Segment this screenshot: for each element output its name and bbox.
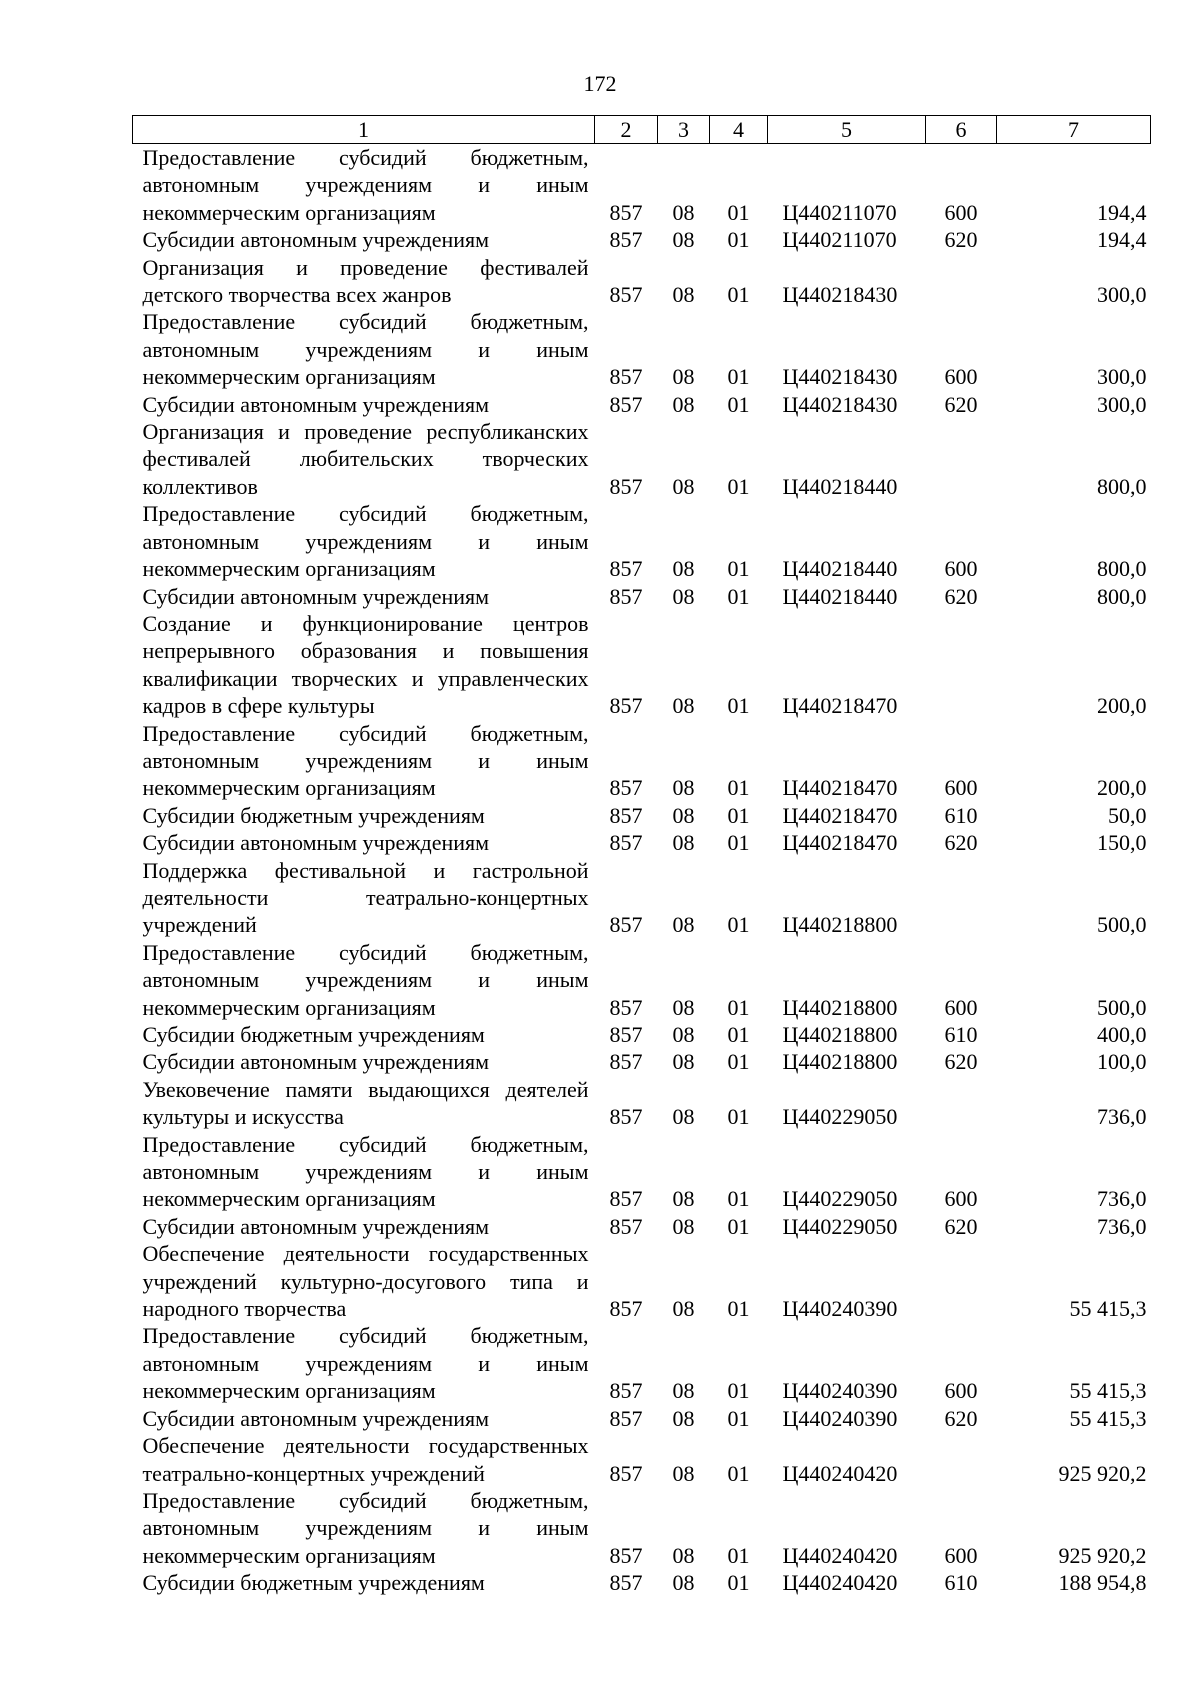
- header-cell-7: 7: [997, 116, 1151, 144]
- row-target-article: Ц440240390: [782, 1405, 898, 1431]
- row-ministry-code: 857: [609, 473, 643, 499]
- row-subsection-code: 01: [727, 802, 750, 828]
- header-cell-4: 4: [710, 116, 768, 144]
- row-target-article: Ц440218440: [782, 473, 898, 499]
- row-section-code: 08: [672, 473, 695, 499]
- row-section-code: 08: [672, 830, 695, 856]
- row-expense-type: 610: [944, 802, 978, 828]
- table-row: [133, 418, 1151, 500]
- row-amount: 188 954,8: [1058, 1570, 1147, 1596]
- row-section-code: 08: [672, 364, 695, 390]
- header-cell-2: 2: [595, 116, 658, 144]
- row-ministry-code: 857: [609, 1049, 643, 1075]
- row-name: Организация и проведение фестивалей детского творчества всех жанров: [142, 254, 589, 308]
- row-name: Предоставление субсидий бюджетным, автономным учреждениям и иным некоммерческим организациям: [142, 501, 589, 582]
- row-expense-type: [926, 610, 997, 720]
- row-target-article: Ц440218440: [782, 583, 898, 609]
- table-row: [133, 1048, 1151, 1075]
- row-name: Субсидии бюджетным учреждениям: [142, 1022, 485, 1047]
- row-name: Субсидии автономным учреждениям: [142, 583, 490, 609]
- row-section-code: 08: [672, 1460, 695, 1486]
- row-subsection-code: 01: [727, 583, 750, 609]
- table-row: [133, 1405, 1151, 1432]
- row-name: Организация и проведение республиканских фестивалей любительских творческих коллективов: [142, 419, 589, 499]
- row-subsection-code: 01: [727, 1542, 750, 1568]
- row-target-article: Ц440240420: [782, 1460, 898, 1486]
- row-subsection-code: 01: [727, 1104, 750, 1130]
- row-ministry-code: 857: [609, 1542, 643, 1568]
- row-amount: 800,0: [1097, 473, 1147, 499]
- row-target-article: Ц440211070: [782, 227, 897, 253]
- row-target-article: Ц440240390: [782, 1378, 898, 1404]
- table-row: [133, 1240, 1151, 1322]
- row-target-article: Ц440218800: [782, 1022, 898, 1047]
- row-section-code: 08: [672, 556, 695, 582]
- row-ministry-code: 857: [609, 1460, 643, 1486]
- row-target-article: Ц440218800: [782, 994, 898, 1020]
- row-target-article: Ц440218470: [782, 802, 898, 828]
- header-cell-6: 6: [926, 116, 997, 144]
- row-amount: 800,0: [1097, 583, 1147, 609]
- row-subsection-code: 01: [727, 473, 750, 499]
- row-subsection-code: 01: [727, 556, 750, 582]
- table-row: [133, 1076, 1151, 1131]
- row-expense-type: [926, 418, 997, 500]
- row-section-code: 08: [672, 583, 695, 609]
- table-row: [133, 720, 1151, 802]
- row-section-code: 08: [672, 1296, 695, 1322]
- row-section-code: 08: [672, 1378, 695, 1404]
- table-row: [133, 391, 1151, 418]
- row-ministry-code: 857: [609, 802, 643, 828]
- row-section-code: 08: [672, 1405, 695, 1431]
- row-subsection-code: 01: [727, 1213, 750, 1239]
- row-subsection-code: 01: [727, 693, 750, 719]
- row-name: Предоставление субсидий бюджетным, автономным учреждениям и иным некоммерческим организациям: [142, 1323, 589, 1404]
- row-amount: 736,0: [1097, 1186, 1147, 1212]
- table-row: [133, 939, 1151, 1021]
- row-name: Предоставление субсидий бюджетным, автономным учреждениям и иным некоммерческим организациям: [142, 939, 589, 1020]
- row-amount: 400,0: [1097, 1022, 1147, 1047]
- row-section-code: 08: [672, 994, 695, 1020]
- row-amount: 100,0: [1097, 1049, 1147, 1075]
- row-section-code: 08: [672, 1049, 695, 1075]
- row-amount: 925 920,2: [1058, 1460, 1147, 1486]
- header-cell-5: 5: [768, 116, 926, 144]
- row-expense-type: 600: [944, 1186, 978, 1212]
- row-expense-type: 610: [944, 1022, 978, 1047]
- header-cell-1: 1: [133, 116, 595, 144]
- row-amount: 300,0: [1097, 391, 1147, 417]
- row-amount: 300,0: [1097, 282, 1147, 308]
- row-ministry-code: 857: [609, 1186, 643, 1212]
- header-row: [133, 116, 1151, 144]
- row-name: Создание и функционирование центров непрерывного образования и повышения квалификации творческих и управленческих кадров в сфере культуры: [142, 610, 589, 719]
- row-subsection-code: 01: [727, 1296, 750, 1322]
- row-expense-type: 600: [944, 775, 978, 801]
- row-subsection-code: 01: [727, 912, 750, 938]
- row-subsection-code: 01: [727, 1570, 750, 1596]
- table-row: [133, 583, 1151, 610]
- row-subsection-code: 01: [727, 775, 750, 801]
- row-ministry-code: 857: [609, 364, 643, 390]
- header-cell-3: 3: [658, 116, 710, 144]
- row-target-article: Ц440218470: [782, 775, 898, 801]
- table-row: [133, 610, 1151, 720]
- row-target-article: Ц440229050: [782, 1213, 898, 1239]
- row-section-code: 08: [672, 199, 695, 225]
- table-header: [133, 116, 1151, 144]
- row-target-article: Ц440240420: [782, 1570, 898, 1596]
- table-row: [133, 1131, 1151, 1213]
- row-name: Обеспечение деятельности государственных учреждений культурно-досугового типа и народного творчества: [142, 1241, 589, 1322]
- row-target-article: Ц440240390: [782, 1296, 898, 1322]
- row-ministry-code: 857: [609, 693, 643, 719]
- row-name: Предоставление субсидий бюджетным, автономным учреждениям и иным некоммерческим организациям: [142, 145, 589, 225]
- row-expense-type: 620: [944, 1405, 978, 1431]
- row-target-article: Ц440218430: [782, 282, 898, 308]
- row-section-code: 08: [672, 391, 695, 417]
- row-ministry-code: 857: [609, 1213, 643, 1239]
- row-target-article: Ц440218800: [782, 912, 898, 938]
- row-amount: 300,0: [1097, 364, 1147, 390]
- row-name: Предоставление субсидий бюджетным, автономным учреждениям и иным некоммерческим организациям: [142, 1487, 589, 1568]
- row-section-code: 08: [672, 775, 695, 801]
- table-row: [133, 802, 1151, 829]
- row-ministry-code: 857: [609, 1378, 643, 1404]
- row-subsection-code: 01: [727, 227, 750, 253]
- row-amount: 150,0: [1097, 830, 1147, 856]
- row-ministry-code: 857: [609, 1296, 643, 1322]
- row-ministry-code: 857: [609, 391, 643, 417]
- table-row: [133, 226, 1151, 253]
- row-subsection-code: 01: [727, 1378, 750, 1404]
- row-name: Предоставление субсидий бюджетным, автономным учреждениям и иным некоммерческим организациям: [142, 720, 589, 801]
- table-row: [133, 144, 1151, 227]
- row-expense-type: 600: [944, 364, 978, 390]
- budget-table: [132, 115, 1151, 1597]
- row-ministry-code: 857: [609, 994, 643, 1020]
- table-row: [133, 254, 1151, 309]
- row-expense-type: [926, 1240, 997, 1322]
- row-expense-type: 620: [944, 830, 978, 856]
- row-section-code: 08: [672, 912, 695, 938]
- row-subsection-code: 01: [727, 1460, 750, 1486]
- row-expense-type: [926, 1432, 997, 1487]
- row-name: Субсидии автономным учреждениям: [142, 391, 490, 417]
- row-target-article: Ц440211070: [782, 199, 897, 225]
- row-ministry-code: 857: [609, 1022, 643, 1047]
- row-amount: 925 920,2: [1058, 1542, 1147, 1568]
- row-target-article: Ц440240420: [782, 1542, 898, 1568]
- row-expense-type: 600: [944, 1378, 978, 1404]
- row-name: Предоставление субсидий бюджетным, автономным учреждениям и иным некоммерческим организациям: [142, 1131, 589, 1212]
- row-name: Субсидии автономным учреждениям: [142, 1213, 490, 1239]
- table-row: [133, 1213, 1151, 1240]
- row-amount: 800,0: [1097, 556, 1147, 582]
- row-amount: 200,0: [1097, 775, 1147, 801]
- row-target-article: Ц440229050: [782, 1104, 898, 1130]
- row-amount: 500,0: [1097, 994, 1147, 1020]
- row-section-code: 08: [672, 1022, 695, 1047]
- row-name: Субсидии бюджетным учреждениям: [142, 1570, 485, 1596]
- row-ministry-code: 857: [609, 1570, 643, 1596]
- row-target-article: Ц440218440: [782, 556, 898, 582]
- row-ministry-code: 857: [609, 1104, 643, 1130]
- row-ministry-code: 857: [609, 556, 643, 582]
- row-name: Субсидии бюджетным учреждениям: [142, 802, 485, 828]
- table-row: [133, 857, 1151, 939]
- row-amount: 194,4: [1097, 227, 1147, 253]
- row-name: Предоставление субсидий бюджетным, автономным учреждениям и иным некоммерческим организациям: [142, 309, 589, 390]
- row-target-article: Ц440218430: [782, 391, 898, 417]
- row-name: Субсидии автономным учреждениям: [142, 830, 490, 856]
- table-row: [133, 1432, 1151, 1487]
- row-section-code: 08: [672, 227, 695, 253]
- row-name: Субсидии автономным учреждениям: [142, 1049, 490, 1075]
- row-expense-type: 620: [944, 583, 978, 609]
- row-target-article: Ц440218470: [782, 830, 898, 856]
- row-section-code: 08: [672, 282, 695, 308]
- row-expense-type: 620: [944, 391, 978, 417]
- row-subsection-code: 01: [727, 364, 750, 390]
- row-section-code: 08: [672, 1186, 695, 1212]
- table-row: [133, 500, 1151, 582]
- row-target-article: Ц440229050: [782, 1186, 898, 1212]
- row-ministry-code: 857: [609, 775, 643, 801]
- row-section-code: 08: [672, 1542, 695, 1568]
- row-section-code: 08: [672, 802, 695, 828]
- row-ministry-code: 857: [609, 830, 643, 856]
- row-ministry-code: 857: [609, 583, 643, 609]
- row-ministry-code: 857: [609, 912, 643, 938]
- row-name: Обеспечение деятельности государственных театрально-концертных учреждений: [142, 1433, 589, 1486]
- row-amount: 500,0: [1097, 912, 1147, 938]
- row-expense-type: [926, 1076, 997, 1131]
- row-expense-type: 620: [944, 1213, 978, 1239]
- row-section-code: 08: [672, 1104, 695, 1130]
- table-row: [133, 1487, 1151, 1569]
- row-subsection-code: 01: [727, 199, 750, 225]
- row-subsection-code: 01: [727, 1405, 750, 1431]
- row-ministry-code: 857: [609, 1405, 643, 1431]
- row-ministry-code: 857: [609, 282, 643, 308]
- row-amount: 194,4: [1097, 199, 1147, 225]
- row-expense-type: [926, 857, 997, 939]
- row-name: Субсидии автономным учреждениям: [142, 227, 490, 253]
- row-amount: 736,0: [1097, 1104, 1147, 1130]
- table-body: [133, 144, 1151, 1597]
- row-ministry-code: 857: [609, 199, 643, 225]
- row-amount: 200,0: [1097, 693, 1147, 719]
- row-expense-type: 620: [944, 227, 978, 253]
- row-subsection-code: 01: [727, 282, 750, 308]
- row-amount: 736,0: [1097, 1213, 1147, 1239]
- page-number: 172: [583, 71, 617, 96]
- row-expense-type: 600: [944, 556, 978, 582]
- table-row: [133, 1021, 1151, 1048]
- row-subsection-code: 01: [727, 994, 750, 1020]
- row-subsection-code: 01: [727, 391, 750, 417]
- row-amount: 50,0: [1108, 802, 1147, 828]
- row-name: Увековечение памяти выдающихся деятелей культуры и искусства: [142, 1076, 589, 1130]
- row-subsection-code: 01: [727, 1186, 750, 1212]
- row-subsection-code: 01: [727, 1049, 750, 1075]
- row-name: Субсидии автономным учреждениям: [142, 1405, 490, 1431]
- row-expense-type: 600: [944, 994, 978, 1020]
- row-target-article: Ц440218800: [782, 1049, 898, 1075]
- row-expense-type: 600: [944, 199, 978, 225]
- row-expense-type: 610: [944, 1570, 978, 1596]
- row-ministry-code: 857: [609, 227, 643, 253]
- table-row: [133, 1322, 1151, 1404]
- row-name: Поддержка фестивальной и гастрольной деятельности театрально-концертных учреждений: [142, 857, 589, 938]
- row-subsection-code: 01: [727, 830, 750, 856]
- row-expense-type: [926, 254, 997, 309]
- row-target-article: Ц440218470: [782, 693, 898, 719]
- row-expense-type: 600: [944, 1542, 978, 1568]
- row-amount: 55 415,3: [1069, 1378, 1147, 1404]
- row-amount: 55 415,3: [1069, 1405, 1147, 1431]
- table-row: [133, 1569, 1151, 1596]
- row-section-code: 08: [672, 693, 695, 719]
- row-target-article: Ц440218430: [782, 364, 898, 390]
- table-row: [133, 829, 1151, 856]
- row-amount: 55 415,3: [1069, 1296, 1147, 1322]
- row-expense-type: 620: [944, 1049, 978, 1075]
- table-row: [133, 308, 1151, 390]
- row-subsection-code: 01: [727, 1022, 750, 1047]
- row-section-code: 08: [672, 1213, 695, 1239]
- row-section-code: 08: [672, 1570, 695, 1596]
